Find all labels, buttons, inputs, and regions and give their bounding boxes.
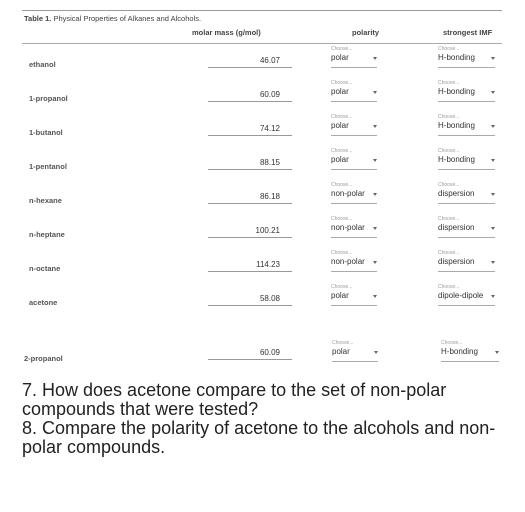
header-rule xyxy=(22,43,502,44)
imf-placeholder: Choose... xyxy=(438,284,460,290)
polarity-placeholder: Choose... xyxy=(331,284,353,290)
table-row xyxy=(22,80,502,114)
polarity-value: non-polar xyxy=(331,257,365,266)
molar-mass-value: 58.08 xyxy=(259,294,280,303)
molar-mass-field[interactable] xyxy=(208,226,292,238)
imf-placeholder: Choose... xyxy=(438,46,460,52)
molar-mass-value: 60.09 xyxy=(259,348,280,357)
polarity-placeholder: Choose... xyxy=(331,80,353,86)
polarity-select[interactable] xyxy=(331,182,377,204)
table-caption-text: Physical Properties of Alkanes and Alcohols. xyxy=(51,14,202,23)
chevron-down-icon xyxy=(491,261,495,264)
chevron-down-icon xyxy=(495,351,499,354)
molar-mass-field[interactable] xyxy=(208,56,292,68)
imf-select[interactable] xyxy=(438,114,495,136)
select-underline xyxy=(438,67,495,68)
polarity-select[interactable] xyxy=(332,340,378,362)
imf-select[interactable] xyxy=(438,46,495,68)
polarity-select[interactable] xyxy=(331,250,377,272)
imf-select[interactable] xyxy=(438,216,495,238)
molar-mass-field[interactable] xyxy=(208,158,292,170)
compound-name: ethanol xyxy=(29,60,56,69)
molar-mass-underline xyxy=(208,271,292,272)
imf-value: dispersion xyxy=(438,257,475,266)
table-row xyxy=(22,216,502,250)
polarity-value: non-polar xyxy=(331,189,365,198)
compound-name: n-hexane xyxy=(29,196,62,205)
imf-placeholder: Choose... xyxy=(441,340,463,346)
table-caption-label: Table 1. xyxy=(24,14,52,23)
chevron-down-icon xyxy=(491,227,495,230)
question-7: 7. How does acetone compare to the set of non-polar compounds that were tested? xyxy=(22,380,447,419)
select-underline xyxy=(331,101,377,102)
molar-mass-underline xyxy=(208,169,292,170)
polarity-value: polar xyxy=(332,347,350,356)
chevron-down-icon xyxy=(374,351,378,354)
imf-select[interactable] xyxy=(438,250,495,272)
imf-value: H-bonding xyxy=(438,87,475,96)
imf-placeholder: Choose... xyxy=(438,182,460,188)
polarity-placeholder: Choose... xyxy=(331,114,353,120)
molar-mass-field[interactable] xyxy=(208,260,292,272)
imf-value: dispersion xyxy=(438,223,475,232)
molar-mass-underline xyxy=(208,67,292,68)
polarity-select[interactable] xyxy=(331,216,377,238)
polarity-select[interactable] xyxy=(331,284,377,306)
table-row xyxy=(22,340,502,374)
imf-placeholder: Choose... xyxy=(438,114,460,120)
table-top-rule xyxy=(22,10,502,11)
polarity-placeholder: Choose... xyxy=(331,46,353,52)
imf-value: H-bonding xyxy=(438,121,475,130)
imf-select[interactable] xyxy=(438,148,495,170)
molar-mass-field[interactable] xyxy=(208,124,292,136)
select-underline xyxy=(332,361,378,362)
imf-value: dispersion xyxy=(438,189,475,198)
table-row xyxy=(22,46,502,80)
chevron-down-icon xyxy=(373,91,377,94)
table-row xyxy=(22,114,502,148)
molar-mass-value: 114.23 xyxy=(256,260,280,269)
compound-name: 1-butanol xyxy=(29,128,63,137)
imf-select[interactable] xyxy=(441,340,499,362)
polarity-placeholder: Choose... xyxy=(331,216,353,222)
compound-name: 1-propanol xyxy=(29,94,68,103)
compound-name: n-octane xyxy=(29,264,61,273)
select-underline xyxy=(441,361,499,362)
molar-mass-value: 60.09 xyxy=(259,90,280,99)
select-underline xyxy=(331,67,377,68)
select-underline xyxy=(331,271,377,272)
select-underline xyxy=(331,305,377,306)
select-underline xyxy=(331,135,377,136)
question-8: 8. Compare the polarity of acetone to the alcohols and non-polar compounds. xyxy=(22,418,496,457)
compound-name: 1-pentanol xyxy=(29,162,67,171)
table-row xyxy=(22,284,502,318)
molar-mass-underline xyxy=(208,305,292,306)
chevron-down-icon xyxy=(373,193,377,196)
select-underline xyxy=(438,271,495,272)
imf-select[interactable] xyxy=(438,284,495,306)
table-caption xyxy=(24,14,201,23)
imf-value: H-bonding xyxy=(438,155,475,164)
table-row xyxy=(22,182,502,216)
select-underline xyxy=(331,203,377,204)
polarity-select[interactable] xyxy=(331,46,377,68)
chevron-down-icon xyxy=(491,295,495,298)
header-strongest-imf: strongest IMF xyxy=(443,28,493,37)
polarity-select[interactable] xyxy=(331,114,377,136)
molar-mass-value: 74.12 xyxy=(259,124,280,133)
imf-placeholder: Choose... xyxy=(438,80,460,86)
select-underline xyxy=(438,237,495,238)
chevron-down-icon xyxy=(373,125,377,128)
molar-mass-underline xyxy=(208,203,292,204)
table-row xyxy=(22,250,502,284)
select-underline xyxy=(438,169,495,170)
polarity-value: non-polar xyxy=(331,223,365,232)
chevron-down-icon xyxy=(491,125,495,128)
imf-placeholder: Choose... xyxy=(438,148,460,154)
imf-select[interactable] xyxy=(438,80,495,102)
select-underline xyxy=(438,203,495,204)
chevron-down-icon xyxy=(373,227,377,230)
header-molar-mass: molar mass (g/mol) xyxy=(192,28,261,37)
chevron-down-icon xyxy=(491,91,495,94)
molar-mass-value: 100.21 xyxy=(255,226,280,235)
polarity-value: polar xyxy=(331,121,349,130)
chevron-down-icon xyxy=(491,57,495,60)
select-underline xyxy=(331,237,377,238)
compound-name: n-heptane xyxy=(29,230,65,239)
polarity-value: polar xyxy=(331,53,349,62)
molar-mass-value: 86.18 xyxy=(259,192,280,201)
molar-mass-field[interactable] xyxy=(208,348,292,360)
polarity-value: polar xyxy=(331,87,349,96)
polarity-value: polar xyxy=(331,291,349,300)
polarity-placeholder: Choose... xyxy=(331,182,353,188)
polarity-select[interactable] xyxy=(331,80,377,102)
properties-table xyxy=(22,10,502,370)
molar-mass-underline xyxy=(208,359,292,360)
table-row xyxy=(22,148,502,182)
chevron-down-icon xyxy=(373,295,377,298)
imf-value: H-bonding xyxy=(441,347,478,356)
polarity-placeholder: Choose... xyxy=(332,340,354,346)
chevron-down-icon xyxy=(491,159,495,162)
select-underline xyxy=(331,169,377,170)
imf-select[interactable] xyxy=(438,182,495,204)
header-polarity: polarity xyxy=(352,28,380,37)
imf-placeholder: Choose... xyxy=(438,216,460,222)
chevron-down-icon xyxy=(373,261,377,264)
polarity-placeholder: Choose... xyxy=(331,250,353,256)
select-underline xyxy=(438,101,495,102)
select-underline xyxy=(438,305,495,306)
molar-mass-underline xyxy=(208,237,292,238)
select-underline xyxy=(438,135,495,136)
molar-mass-value: 88.15 xyxy=(259,158,280,167)
imf-value: H-bonding xyxy=(438,53,475,62)
compound-name: acetone xyxy=(29,298,58,307)
molar-mass-field[interactable] xyxy=(208,294,292,306)
imf-value: dipole-dipole xyxy=(438,291,484,300)
molar-mass-underline xyxy=(208,135,292,136)
imf-placeholder: Choose... xyxy=(438,250,460,256)
chevron-down-icon xyxy=(491,193,495,196)
compound-name: 2-propanol xyxy=(24,354,63,363)
chevron-down-icon xyxy=(373,159,377,162)
molar-mass-underline xyxy=(208,101,292,102)
table-header-row xyxy=(22,28,502,42)
chevron-down-icon xyxy=(373,57,377,60)
polarity-placeholder: Choose... xyxy=(331,148,353,154)
polarity-select[interactable] xyxy=(331,148,377,170)
molar-mass-value: 46.07 xyxy=(259,56,280,65)
polarity-value: polar xyxy=(331,155,349,164)
molar-mass-field[interactable] xyxy=(208,90,292,102)
questions xyxy=(22,381,512,457)
molar-mass-field[interactable] xyxy=(208,192,292,204)
